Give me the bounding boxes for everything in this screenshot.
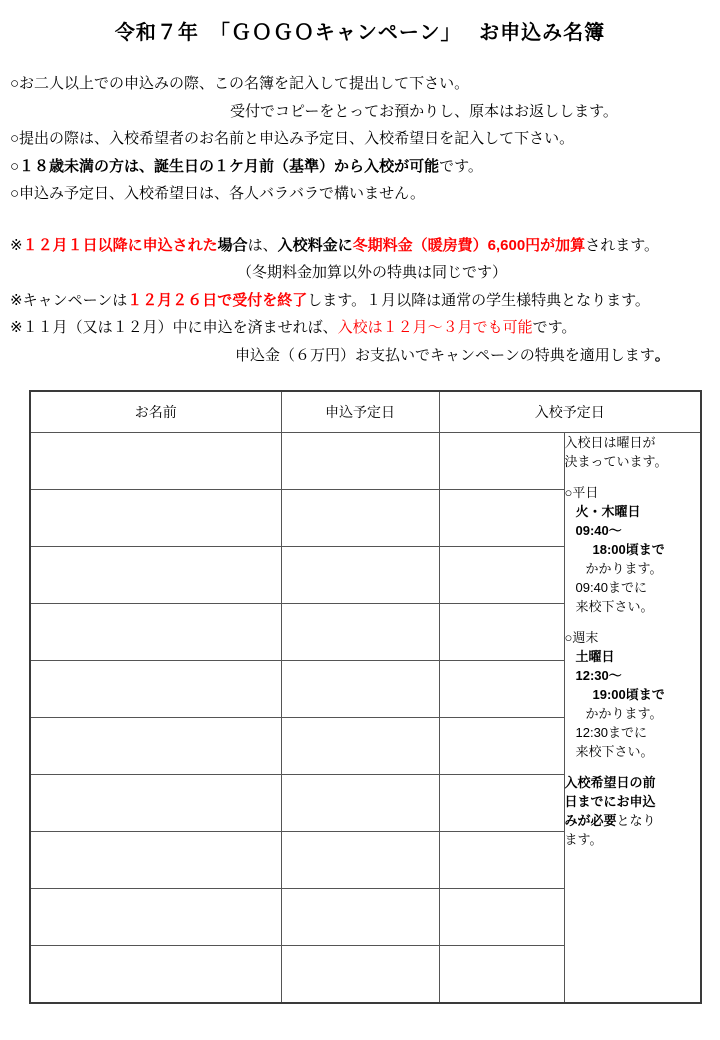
text-segment: 19:00頃まで — [592, 687, 665, 702]
text-segment: ○お二人以上での申込みの際、この名簿を記入して提出して下さい。 — [10, 75, 470, 92]
apply-date-cell — [281, 433, 439, 490]
entry-date-cell — [439, 604, 564, 661]
text-segment: みが必要 — [564, 813, 617, 828]
text-segment: 入校希望日の前 — [564, 775, 656, 790]
text-segment: 受付でコピーをとってお預かりし、原本はお返しします。 — [230, 102, 618, 120]
text-segment: 申込金（６万円）お支払いでキャンペーンの特典を適用します — [235, 346, 655, 364]
text-segment: されます。 — [585, 236, 659, 254]
entry-date-cell — [439, 490, 564, 547]
apply-date-cell — [281, 889, 439, 946]
apply-date-cell — [281, 490, 439, 547]
text-segment: です。 — [532, 319, 577, 336]
text-segment: ※キャンペーンは — [10, 291, 128, 309]
text-segment: かかります。 — [585, 561, 663, 576]
header-entry-date: 入校予定日 — [439, 391, 701, 433]
apply-date-cell — [281, 547, 439, 604]
text-segment: 入校は１２月～３月でも可能 — [337, 319, 533, 336]
name-cell — [30, 718, 281, 775]
header-apply-date: 申込予定日 — [281, 391, 439, 433]
text-segment: ○申込み予定日、入校希望日は、各人バラバラで構いません。 — [10, 185, 425, 202]
text-segment: です。 — [439, 157, 483, 175]
entry-date-cell — [439, 718, 564, 775]
name-cell — [30, 946, 281, 1004]
text-segment: ○平日 — [564, 485, 599, 500]
entry-date-cell — [439, 832, 564, 889]
entry-date-cell — [439, 946, 564, 1004]
text-segment: 12:30～ — [575, 668, 622, 683]
text-segment: ○１８歳未満の方は、誕生日の１ケ月前（基準）から入校が可能 — [10, 157, 440, 175]
text-segment: 。 — [654, 346, 670, 364]
text-segment: ○週末 — [564, 630, 599, 645]
text-segment: ※１１月（又は１２月）中に申込を済ませれば、 — [10, 319, 338, 336]
text-segment: 入校日は曜日が — [564, 435, 656, 450]
text-segment: 火・木曜日 — [575, 504, 641, 519]
text-segment: ○提出の際は、入校希望者のお名前と申込み予定日、入校希望日を記入して下さい。 — [10, 130, 575, 147]
entry-date-cell — [439, 661, 564, 718]
entry-date-cell — [439, 547, 564, 604]
apply-date-cell — [281, 604, 439, 661]
text-segment: 09:40までに — [575, 580, 648, 595]
text-segment: 場合 — [217, 236, 248, 254]
text-segment: 土曜日 — [575, 649, 615, 664]
name-cell — [30, 547, 281, 604]
entry-date-cell — [439, 433, 564, 490]
text-segment: １２月２６日で受付を終了 — [127, 291, 308, 309]
apply-date-cell — [281, 832, 439, 889]
text-segment: 12:30までに — [575, 725, 648, 740]
text-segment: します。１月以降は通常の学生様特典となります。 — [307, 291, 650, 309]
text-segment: 09:40～ — [575, 523, 622, 538]
name-cell — [30, 604, 281, 661]
campaign-notice — [10, 232, 720, 370]
name-cell — [30, 433, 281, 490]
schedule-notes-cell — [564, 433, 701, 1004]
text-segment: ます。 — [564, 832, 603, 847]
text-segment: 冬期料金（暖房費）6,600円が加算 — [352, 236, 586, 254]
name-cell — [30, 490, 281, 547]
apply-date-cell — [281, 946, 439, 1004]
entry-date-cell — [439, 775, 564, 832]
table-row — [30, 433, 701, 490]
name-cell — [30, 661, 281, 718]
text-segment: １２月１日以降に申込された — [22, 236, 218, 254]
name-cell — [30, 889, 281, 946]
table-header-row — [30, 391, 701, 433]
apply-date-cell — [281, 775, 439, 832]
text-segment: となり — [616, 813, 656, 828]
entry-date-cell — [439, 889, 564, 946]
text-segment: 18:00頃まで — [592, 542, 665, 557]
text-segment: 決まっています。 — [564, 454, 668, 469]
text-segment: 入校料金に — [277, 236, 353, 254]
intro-notes — [10, 70, 720, 208]
entry-rows — [30, 433, 701, 1004]
text-segment: は、 — [247, 236, 278, 254]
text-segment: ※ — [10, 236, 23, 254]
apply-date-cell — [281, 661, 439, 718]
page-title: 令和７年 「ＧＯＧＯキャンペーン」 お申込み名簿 — [114, 22, 606, 44]
header-name: お名前 — [30, 391, 281, 433]
apply-date-cell — [281, 718, 439, 775]
text-segment: かかります。 — [585, 706, 663, 721]
application-roster-table — [29, 390, 702, 1004]
text-segment: 来校下さい。 — [575, 744, 654, 759]
name-cell — [30, 832, 281, 889]
text-segment: 日までにお申込 — [564, 794, 656, 809]
text-segment: 来校下さい。 — [575, 599, 654, 614]
name-cell — [30, 775, 281, 832]
text-segment: （冬期料金加算以外の特典は同じです） — [237, 264, 508, 281]
